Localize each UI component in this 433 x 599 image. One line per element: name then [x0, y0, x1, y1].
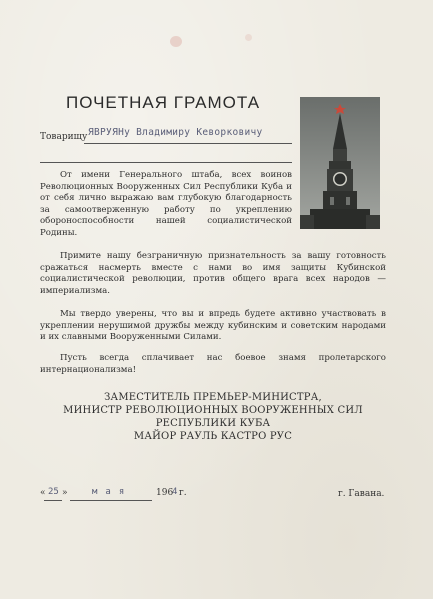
- paragraph-3: Мы твердо уверены, что вы и впредь будете активно участвовать в укреплении нерушимой дружбы между кубинским и советским народами и их славными Вооруженными Силами.: [40, 309, 386, 343]
- addressee-name: ЯВРУЯНу Владимиру Кеворковичу: [88, 127, 263, 138]
- addressee-line: [84, 143, 292, 144]
- date-close-quote: »: [62, 488, 68, 498]
- place-of-issue: г. Гавана.: [338, 489, 385, 499]
- date-row: [40, 488, 386, 508]
- signature-line-3: РЕСПУБЛИКИ КУБА: [155, 418, 271, 429]
- paper-stain: [170, 36, 182, 47]
- document-title: ПОЧЕТНАЯ ГРАМОТА: [66, 93, 261, 112]
- kremlin-tower-photo: [300, 97, 380, 229]
- signature-line-4: МАЙОР РАУЛЬ КАСТРО РУС: [133, 431, 293, 442]
- spasskaya-tower-illustration: [300, 97, 380, 229]
- date-month-line: [70, 500, 152, 501]
- date-day-line: [44, 500, 62, 501]
- paragraph-2: Примите нашу безграничную признательность за вашу готовность сражаться насмерть вместе с нами во имя защиты Кубинской социалистической революции, против общего врага всех народов — империализма.: [40, 251, 386, 296]
- date-month: мая: [92, 487, 133, 497]
- addressee-label: Товарищу: [40, 132, 88, 142]
- date-open-quote: «: [40, 488, 46, 498]
- date-year-digit: 4: [172, 487, 178, 497]
- signature-line-1: ЗАМЕСТИТЕЛЬ ПРЕМЬЕР-МИНИСТРА,: [104, 392, 322, 403]
- paper-stain: [245, 34, 252, 41]
- addressee-line-2: [40, 162, 292, 163]
- paragraph-1: От имени Генерального штаба, всех воинов Революционных Вооруженных Сил Республики Куба и от себя лично выражаю вам глубокую благодарность за самоотверженную работу по укреплению обороноспособности нашей социалистической Родины.: [40, 170, 292, 238]
- paragraph-4: Пусть всегда сплачивает нас боевое знамя пролетарского интернационализма!: [40, 353, 386, 375]
- date-year-suffix: г.: [179, 488, 187, 498]
- date-day: 25: [48, 487, 59, 497]
- date-year-prefix: 196: [156, 488, 174, 498]
- signature-line-2: МИНИСТР РЕВОЛЮЦИОННЫХ ВООРУЖЕННЫХ СИЛ: [63, 405, 363, 416]
